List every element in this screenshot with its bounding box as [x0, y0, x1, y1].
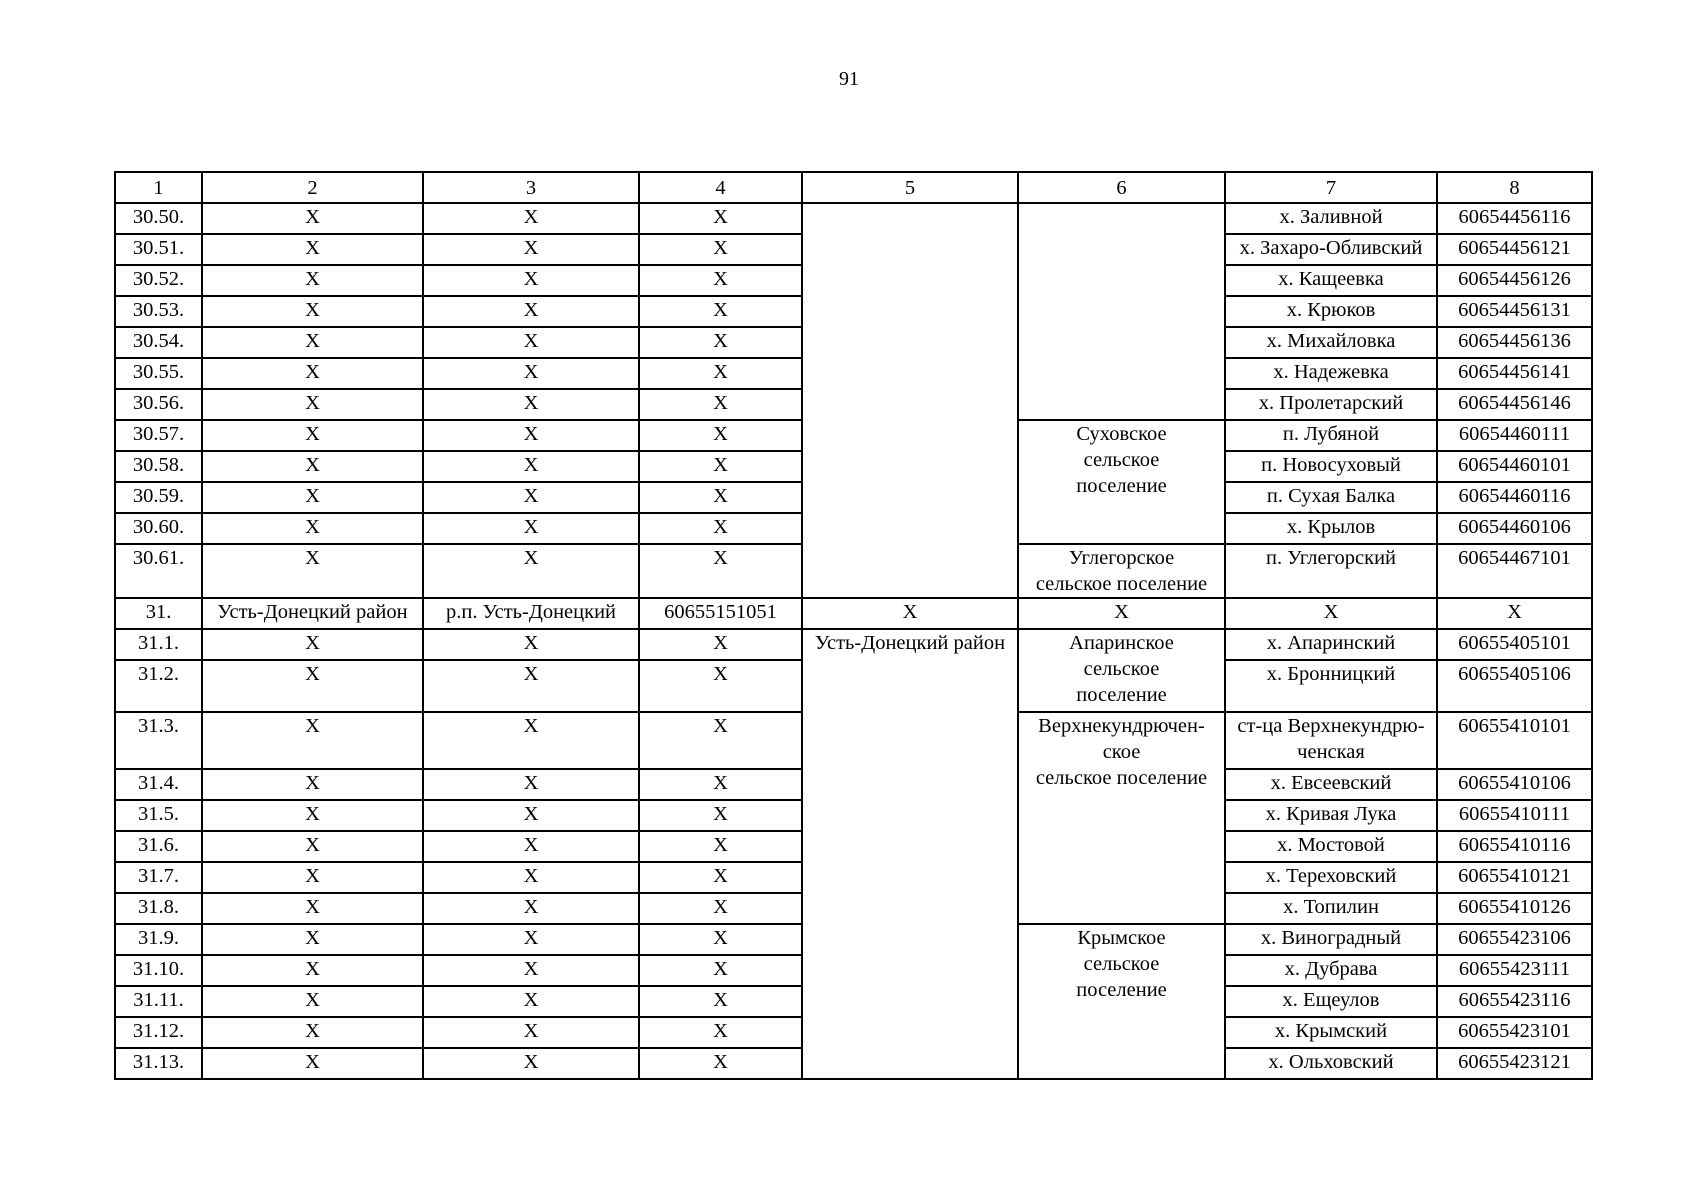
row-number: 30.57.: [115, 420, 202, 451]
district-cell: X: [202, 451, 423, 482]
locality-cell: х. Ещеулов: [1225, 986, 1437, 1017]
oktmo-center-cell: X: [639, 265, 802, 296]
locality-cell: [1225, 712, 1437, 769]
locality-cell: х. Топилин: [1225, 893, 1437, 924]
locality-cell: х. Крюков: [1225, 296, 1437, 327]
locality-cell: х. Крымский: [1225, 1017, 1437, 1048]
center-cell: X: [423, 955, 639, 986]
oktmo-center-cell: X: [639, 924, 802, 955]
district-cell: X: [202, 1017, 423, 1048]
oktmo-center-cell: X: [639, 629, 802, 660]
column-header: 6: [1018, 172, 1225, 203]
district-cell: X: [202, 629, 423, 660]
column-header: 4: [639, 172, 802, 203]
settlement-cell-sukhovskoe: [1018, 420, 1225, 544]
settlement-cell-aparinskoe: [1018, 629, 1225, 712]
oktmo-cell: 60654456121: [1437, 234, 1592, 265]
district-cell: X: [202, 712, 423, 769]
column-header: 5: [802, 172, 1018, 203]
row-number: 31.6.: [115, 831, 202, 862]
locality-cell: х. Бронницкий: [1225, 660, 1437, 712]
settlement-line: Верхнекундрючен-: [1038, 715, 1205, 737]
settlement-line: поселение: [1076, 475, 1167, 497]
oktmo-cell: 60654456141: [1437, 358, 1592, 389]
oktmo-center-cell: X: [639, 513, 802, 544]
row-number: 30.61.: [115, 544, 202, 598]
locality-cell: х. Апаринский: [1225, 629, 1437, 660]
locality-cell: х. Виноградный: [1225, 924, 1437, 955]
oktmo-center-cell: X: [639, 712, 802, 769]
center-cell: р.п. Усть-Донецкий: [423, 598, 639, 629]
district-cell: X: [202, 955, 423, 986]
settlement-cell-verkhnekundryuchenskoe: [1018, 712, 1225, 924]
oktmo-cell: 60655423111: [1437, 955, 1592, 986]
oktmo-cell: 60654460111: [1437, 420, 1592, 451]
center-cell: X: [423, 629, 639, 660]
oktmo-center-cell: X: [639, 800, 802, 831]
district-cell: X: [202, 420, 423, 451]
oktmo-center-cell: X: [639, 893, 802, 924]
oktmo-center-cell: X: [639, 420, 802, 451]
center-cell: X: [423, 1017, 639, 1048]
locality-cell: х. Кривая Лука: [1225, 800, 1437, 831]
oktmo-center-cell: X: [639, 1048, 802, 1079]
district-cell: X: [202, 234, 423, 265]
row-number: 30.55.: [115, 358, 202, 389]
settlement-line: поселение: [1076, 979, 1167, 1001]
oktmo-cell: 60655410111: [1437, 800, 1592, 831]
column-header: 2: [202, 172, 423, 203]
settlement-line: Апаринское: [1069, 632, 1174, 654]
center-cell: X: [423, 389, 639, 420]
row-number: 31.9.: [115, 924, 202, 955]
oktmo-cell: 60655423121: [1437, 1048, 1592, 1079]
row-number: 31.3.: [115, 712, 202, 769]
row-number: 31.10.: [115, 955, 202, 986]
center-cell: X: [423, 769, 639, 800]
row-number: 30.52.: [115, 265, 202, 296]
oktmo-center-cell: X: [639, 358, 802, 389]
settlement-cell-krymskoe: [1018, 924, 1225, 1079]
table-row: [115, 629, 1592, 660]
oktmo-center-cell: X: [639, 544, 802, 598]
district-cell: X: [202, 358, 423, 389]
oktmo-cell: 60654456131: [1437, 296, 1592, 327]
locality-cell: х. Евсеевский: [1225, 769, 1437, 800]
district-cell: X: [202, 800, 423, 831]
oktmo-center-cell: X: [639, 831, 802, 862]
district-cell: X: [202, 203, 423, 234]
column-header: 8: [1437, 172, 1592, 203]
oktmo-center-cell: X: [639, 1017, 802, 1048]
settlement-line: сельское: [1083, 449, 1160, 471]
locality-cell: х. Захаро-Обливский: [1225, 234, 1437, 265]
locality-cell: п. Углегорский: [1225, 544, 1437, 598]
row-number: 30.60.: [115, 513, 202, 544]
oktmo-cell: 60655410121: [1437, 862, 1592, 893]
oktmo-cell: 60655410116: [1437, 831, 1592, 862]
oktmo-center-cell: X: [639, 203, 802, 234]
row-number: 31.: [115, 598, 202, 629]
oktmo-center-cell: X: [639, 451, 802, 482]
oktmo-center-cell: X: [639, 482, 802, 513]
oktmo-cell: 60655410101: [1437, 712, 1592, 769]
row-number: 31.11.: [115, 986, 202, 1017]
locality-cell: х. Мостовой: [1225, 831, 1437, 862]
locality-cell: п. Сухая Балка: [1225, 482, 1437, 513]
row-number: 31.5.: [115, 800, 202, 831]
settlement-line: Углегорское: [1068, 547, 1175, 569]
district-cell: Усть-Донецкий район: [202, 598, 423, 629]
oktmo-center-cell: 60655151051: [639, 598, 802, 629]
locality-cell: х. Михайловка: [1225, 327, 1437, 358]
center-cell: X: [423, 893, 639, 924]
center-cell: X: [423, 234, 639, 265]
oktmo-cell: 60655405101: [1437, 629, 1592, 660]
center-cell: X: [423, 296, 639, 327]
locality-cell: х. Ольховский: [1225, 1048, 1437, 1079]
center-cell: X: [423, 203, 639, 234]
center-cell: X: [423, 986, 639, 1017]
district-cell: X: [202, 296, 423, 327]
center-cell: X: [423, 660, 639, 712]
locality-cell: х. Надежевка: [1225, 358, 1437, 389]
district-cell: X: [202, 769, 423, 800]
row-number: 30.58.: [115, 451, 202, 482]
header-row: [115, 172, 1592, 203]
district-cell: X: [202, 1048, 423, 1079]
center-cell: X: [423, 712, 639, 769]
locality-cell: х. Дубрава: [1225, 955, 1437, 986]
locality-line: ст-ца Верхнекундрю-: [1237, 715, 1425, 737]
page-number: 91: [839, 68, 859, 90]
row-number: 31.4.: [115, 769, 202, 800]
oktmo-center-cell: X: [639, 955, 802, 986]
oktmo-center-cell: X: [639, 769, 802, 800]
oktmo-cell: 60655423116: [1437, 986, 1592, 1017]
table-row-district: [115, 598, 1592, 629]
center-cell: X: [423, 544, 639, 598]
table-row: [115, 203, 1592, 234]
center-cell: X: [423, 482, 639, 513]
center-cell: X: [423, 862, 639, 893]
row-number: 30.50.: [115, 203, 202, 234]
oktmo-cell: 60655423101: [1437, 1017, 1592, 1048]
oktmo-cell: 60654460116: [1437, 482, 1592, 513]
oktmo-center-cell: X: [639, 296, 802, 327]
district-cell: X: [202, 893, 423, 924]
row-number: 30.54.: [115, 327, 202, 358]
district-cell: X: [202, 924, 423, 955]
center-cell: X: [423, 265, 639, 296]
center-cell: X: [423, 327, 639, 358]
locality-cell: х. Тереховский: [1225, 862, 1437, 893]
column-header: 7: [1225, 172, 1437, 203]
center-cell: X: [423, 1048, 639, 1079]
oktmo-cell: 60655405106: [1437, 660, 1592, 712]
district-cell: X: [202, 862, 423, 893]
locality-cell: X: [1225, 598, 1437, 629]
row-number: 31.1.: [115, 629, 202, 660]
locality-line: ченская: [1297, 741, 1365, 763]
row-number: 31.7.: [115, 862, 202, 893]
oktmo-cell: 60655423106: [1437, 924, 1592, 955]
locality-cell: х. Крылов: [1225, 513, 1437, 544]
oktmo-cell: 60654467101: [1437, 544, 1592, 598]
settlement-line: сельское: [1083, 658, 1160, 680]
settlement-line: поселение: [1076, 684, 1167, 706]
center-cell: X: [423, 358, 639, 389]
row-number: 30.53.: [115, 296, 202, 327]
district-cell: X: [202, 389, 423, 420]
settlement-line: Суховское: [1076, 423, 1167, 445]
row-number: 31.2.: [115, 660, 202, 712]
oktmo-cell: 60654456146: [1437, 389, 1592, 420]
row-number: 31.8.: [115, 893, 202, 924]
oktmo-center-cell: X: [639, 389, 802, 420]
district-cell: X: [202, 327, 423, 358]
center-cell: X: [423, 451, 639, 482]
row-number: 30.56.: [115, 389, 202, 420]
locality-cell: п. Новосуховый: [1225, 451, 1437, 482]
settlement-line: Крымское: [1077, 927, 1166, 949]
district-cell: X: [202, 265, 423, 296]
center-cell: X: [423, 513, 639, 544]
oktmo-cell: 60654456136: [1437, 327, 1592, 358]
settlement-cell: X: [1018, 598, 1225, 629]
oktmo-center-cell: X: [639, 327, 802, 358]
row-number: 31.12.: [115, 1017, 202, 1048]
settlement-line: сельское: [1083, 953, 1160, 975]
settlement-line: сельское поселение: [1035, 767, 1208, 789]
locality-cell: х. Пролетарский: [1225, 389, 1437, 420]
oktmo-center-cell: X: [639, 234, 802, 265]
municipal-district-cell: [802, 203, 1018, 598]
district-cell: X: [202, 660, 423, 712]
settlement-line: ское: [1102, 741, 1141, 763]
center-cell: X: [423, 420, 639, 451]
locality-cell: х. Заливной: [1225, 203, 1437, 234]
row-number: 30.51.: [115, 234, 202, 265]
center-cell: X: [423, 924, 639, 955]
column-header: 3: [423, 172, 639, 203]
district-cell: X: [202, 986, 423, 1017]
oktmo-cell: 60654456126: [1437, 265, 1592, 296]
district-cell: X: [202, 513, 423, 544]
settlement-cell-uglegorskoe: [1018, 544, 1225, 598]
settlement-line: сельское поселение: [1035, 573, 1208, 595]
oktmo-cell: 60654460106: [1437, 513, 1592, 544]
column-header: 1: [115, 172, 202, 203]
district-cell: X: [202, 544, 423, 598]
center-cell: X: [423, 831, 639, 862]
oktmo-cell: 60654460101: [1437, 451, 1592, 482]
oktmo-cell: 60655410106: [1437, 769, 1592, 800]
row-number: 31.13.: [115, 1048, 202, 1079]
center-cell: X: [423, 800, 639, 831]
settlement-cell: [1018, 203, 1225, 420]
row-number: 30.59.: [115, 482, 202, 513]
settlements-table: [114, 171, 1593, 1080]
locality-cell: х. Кащеевка: [1225, 265, 1437, 296]
oktmo-cell: X: [1437, 598, 1592, 629]
oktmo-center-cell: X: [639, 862, 802, 893]
district-cell: X: [202, 831, 423, 862]
oktmo-cell: 60654456116: [1437, 203, 1592, 234]
locality-cell: п. Лубяной: [1225, 420, 1437, 451]
municipal-district-cell: X: [802, 598, 1018, 629]
district-cell: X: [202, 482, 423, 513]
municipal-district-cell: Усть-Донецкий район: [802, 629, 1018, 1079]
oktmo-cell: 60655410126: [1437, 893, 1592, 924]
oktmo-center-cell: X: [639, 660, 802, 712]
oktmo-center-cell: X: [639, 986, 802, 1017]
